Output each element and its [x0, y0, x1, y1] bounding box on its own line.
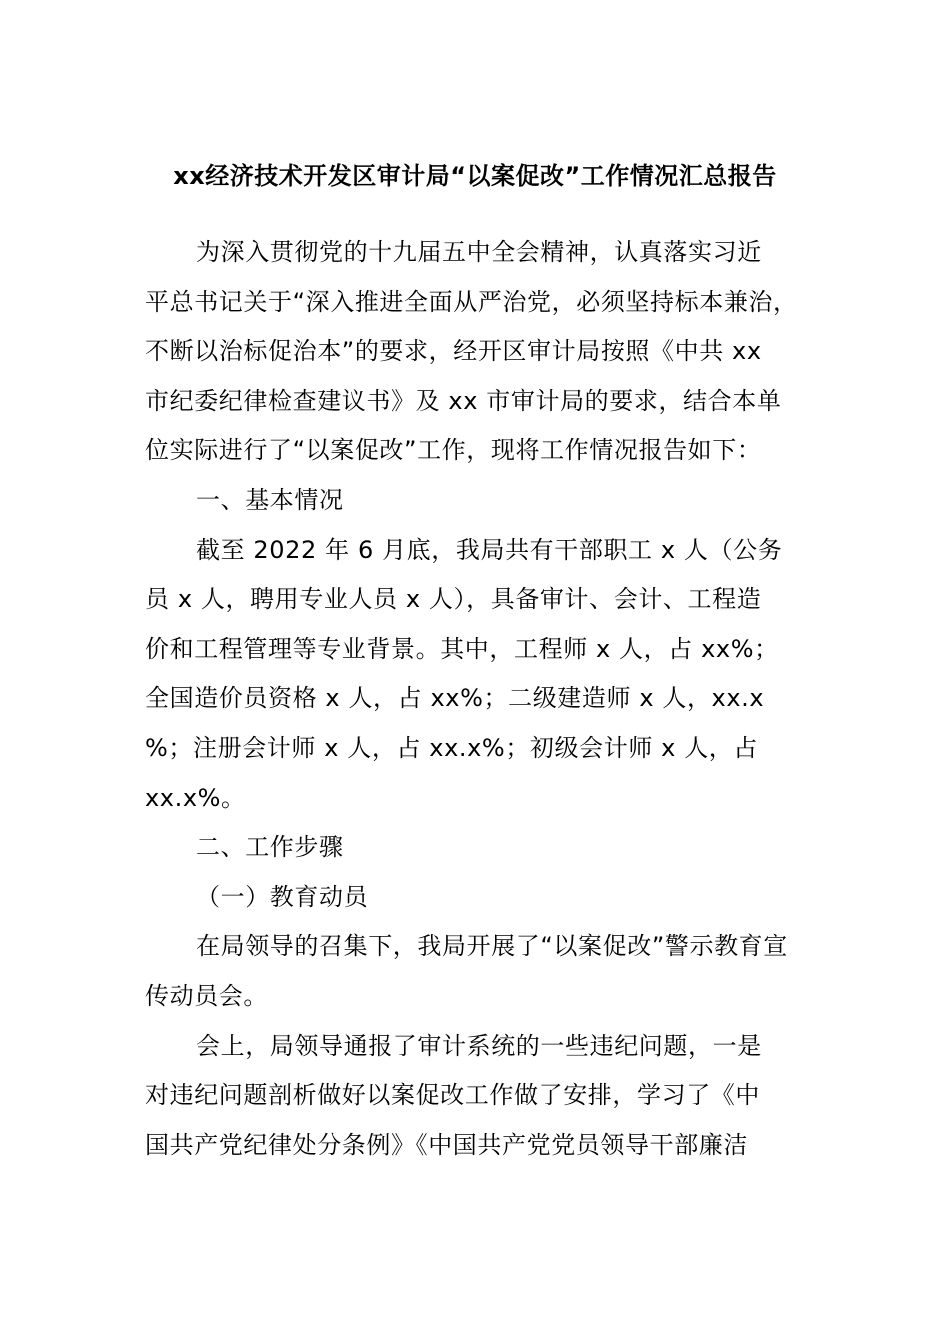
text-line: 对违纪问题剖析做好以案促改工作做了安排，学习了《中	[145, 1081, 760, 1110]
text-line: 市纪委纪律检查建议书》及 xx 市审计局的要求，结合本单	[145, 386, 782, 415]
text-line: 位实际进行了“以案促改”工作，现将工作情况报告如下：	[145, 436, 762, 465]
document-title: xx经济技术开发区审计局“以案促改”工作情况汇总报告	[173, 162, 777, 190]
text-line: %；注册会计师 x 人，占 xx.x%；初级会计师 x 人，占	[145, 733, 758, 762]
section-heading: 一、基本情况	[196, 485, 344, 514]
text-line: 价和工程管理等专业背景。其中，工程师 x 人，占 xx%；	[145, 634, 779, 663]
document-body	[145, 228, 825, 1170]
text-line: 会上，局领导通报了审计系统的一些违纪问题，一是	[196, 1031, 762, 1060]
text-line: 为深入贯彻党的十九届五中全会精神，认真落实习近	[196, 238, 762, 266]
text-line: 平总书记关于“深入推进全面从严治党，必须坚持标本兼治，	[145, 287, 798, 316]
text-line: 不断以治标促治本”的要求，经开区审计局按照《中共 xx	[145, 337, 762, 366]
subsection-heading: （一）教育动员	[196, 882, 369, 911]
text-line: 员 x 人，聘用专业人员 x 人），具备审计、会计、工程造	[145, 585, 762, 614]
text-line: 在局领导的召集下，我局开展了“以案促改”警示教育宣	[196, 932, 788, 961]
section-heading: 二、工作步骤	[196, 833, 344, 862]
text-line: 传动员会。	[145, 981, 268, 1010]
text-line: 国共产党纪律处分条例》《中国共产党党员领导干部廉洁	[145, 1130, 748, 1159]
text-line: 截至 2022 年 6 月底，我局共有干部职工 x 人（公务	[196, 535, 783, 564]
text-line: 全国造价员资格 x 人，占 xx%；二级建造师 x 人，xx.x	[145, 684, 765, 713]
text-line: xx.x%。	[145, 783, 246, 812]
